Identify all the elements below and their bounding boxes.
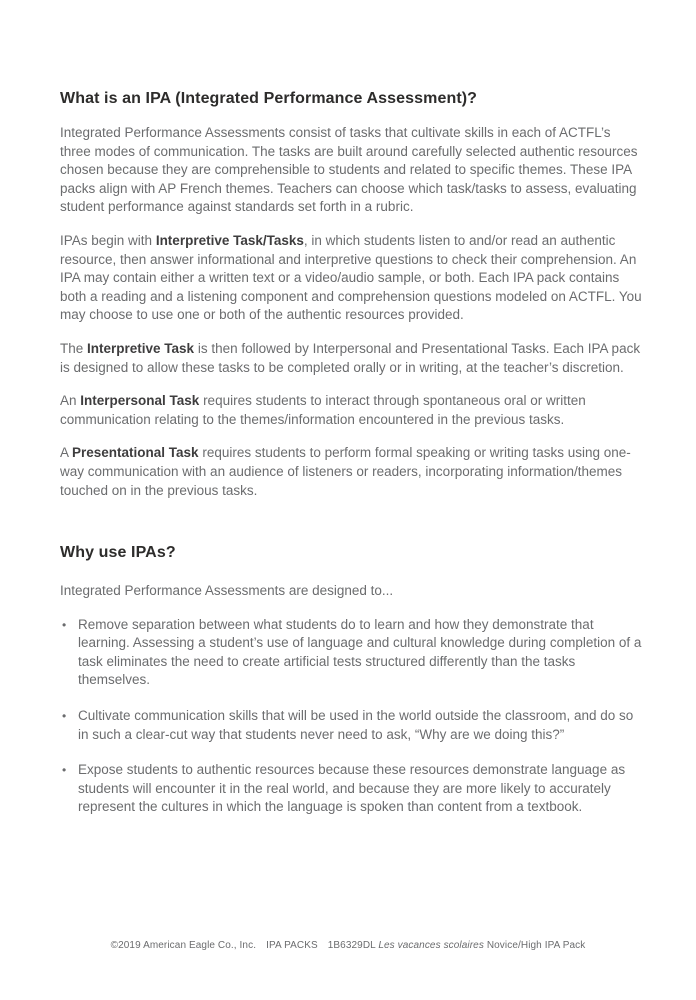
paragraph-text: requires students to interact through spontaneous oral or written communication relating to the themes/information encountered in the previous tasks.	[60, 393, 586, 427]
paragraph-text: IPAs begin with	[60, 232, 156, 248]
paragraph-text: An	[60, 393, 81, 409]
list-item	[60, 761, 644, 817]
interpersonal-task-bold-term: Interpersonal Task	[80, 393, 200, 409]
interpretive-task-bold-term: Interpretive Task	[87, 340, 195, 356]
bullet-text-remove-separation: Remove separation between what students do to learn and how they demonstrate that learning. Assessing a student’s use of language and cultural knowledge during completion of a task eliminates the need to create artificial tests structured differently than the tasks themselves.	[78, 616, 642, 688]
presentational-task-bold-term: Presentational Task	[72, 445, 199, 461]
page-footer	[0, 940, 696, 951]
footer-sku: 1B6329DL	[327, 940, 376, 951]
paragraph-ipa-overview: Integrated Performance Assessments consist of tasks that cultivate skills in each of ACTFL’s three modes of communication. The tasks are built around carefully selected authentic resources chosen because they are comprehensible to students and related to specific themes. These IPA packs align with AP French themes. Teachers can choose which task/tasks to assess, evaluating student performance against standards set forth in a rubric.	[60, 125, 638, 215]
why-intro-text: Integrated Performance Assessments are designed to...	[60, 583, 394, 599]
bullet-dot-icon: •	[62, 617, 67, 632]
paragraph-text: is then followed by Interpersonal and Presentational Tasks. Each IPA pack is designed to allow these tasks to be completed orally or in writing, at the teacher’s discretion.	[60, 340, 641, 375]
what-is-ipa-heading: What is an IPA (Integrated Performance Assessment)?	[60, 90, 478, 107]
why-use-ipas-heading: Why use IPAs?	[60, 544, 176, 562]
paragraph-presentational-task	[60, 444, 644, 500]
page-content	[60, 90, 644, 834]
paragraph-task-sequence	[60, 340, 644, 377]
section-why-use-ipas	[60, 544, 644, 817]
paragraph-interpretive-intro	[60, 232, 644, 325]
bullet-text-expose-authentic-resources: Expose students to authentic resources because these resources demonstrate language as students will encounter it in the real world, and because they are more likely to accurately represent the cultures in which the language is spoken than content from a textbook.	[78, 762, 626, 815]
bullet-text-cultivate-communication: Cultivate communication skills that will be used in the world outside the classroom, and do so in such a clear-cut way that students never need to ask, “Why are we doing this?”	[78, 708, 634, 742]
footer-copyright: ©2019 American Eagle Co., Inc.	[110, 940, 257, 951]
interpretive-task-bold-term: Interpretive Task/Tasks	[155, 232, 304, 248]
footer-brand: IPA PACKS	[266, 940, 318, 951]
bullet-dot-icon: •	[62, 709, 67, 724]
paragraph-text: A	[60, 445, 73, 461]
why-bullet-list	[60, 616, 644, 817]
footer-pack-title: Les vacances scolaires	[378, 940, 484, 951]
paragraph-text: The	[60, 340, 88, 356]
bullet-dot-icon: •	[62, 763, 67, 778]
list-item	[60, 707, 644, 744]
section-what-is-an-ipa	[60, 90, 644, 500]
footer-level: Novice/High IPA Pack	[486, 940, 586, 951]
paragraph-interpersonal-task	[60, 392, 644, 429]
list-item	[60, 616, 644, 690]
paragraph-text: , in which students listen to and/or read an authentic resource, then answer informational and interpretive questions to check their comprehension. An IPA may contain either a written text or a video/audio sample, or both. Each IPA pack contains both a reading and a listening component and comprehension questions modeled on ACTFL. You may choose to use one or both of the authentic resources provided.	[60, 232, 642, 323]
paragraph-text: requires students to perform formal speaking or writing tasks using one-way communication with an audience of listeners or readers, incorporating information/themes touched on in the previous tasks.	[60, 445, 631, 498]
